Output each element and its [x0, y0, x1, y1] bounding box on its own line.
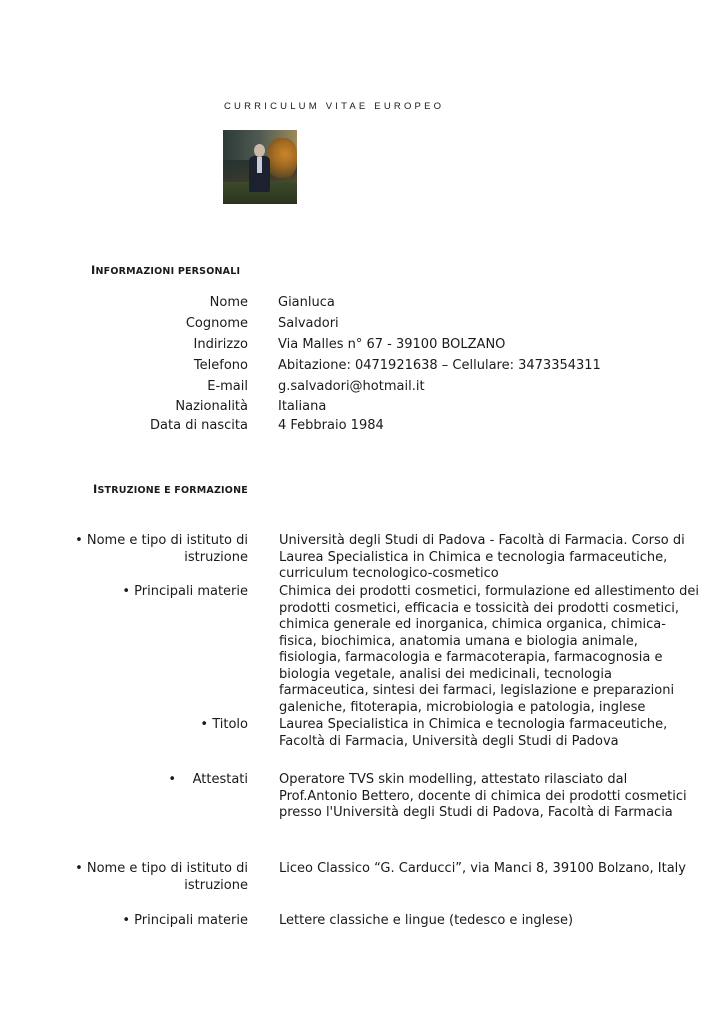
field-value: 4 Febbraio 1984 [278, 418, 384, 433]
document-title: CURRICULUM VITAE EUROPEO [224, 101, 445, 112]
entry-value: Chimica dei prodotti cosmetici, formulazione ed allestimento dei prodotti cosmetici, efficacia e tossicità dei prodotti cosmetici, chimica generale ed inorganica, chimica organica, chimica-fisica, biochimica, anatomia umana e biologia animale, fisiologia, farmacologia e farmacoterapia, farmacognosia e biologia vegetale, analisi dei medicinali, tecnologia farmaceutica, sintesi dei farmaci, legislazione e preparazioni galeniche, fitoterapia, microbiologia e patologia, inglese [279, 584, 700, 715]
entry-label: • Nome e tipo di istituto di istruzione [75, 533, 248, 565]
field-label: Data di nascita [150, 418, 248, 433]
email-value: g.salvadori@hotmail.it [278, 379, 425, 394]
field-value: Via Malles n° 67 - 39100 BOLZANO [278, 337, 506, 352]
field-value: Italiana [278, 399, 327, 414]
entry-value: Laurea Specialistica in Chimica e tecnologia farmaceutiche, Facoltà di Farmacia, Università degli Studi di Padova [279, 717, 668, 749]
field-value: Gianluca [278, 295, 335, 310]
entry-value: Lettere classiche e lingue (tedesco e inglese) [279, 913, 574, 928]
section-title-education: ISTRUZIONE E FORMAZIONE [93, 482, 248, 496]
section-title-personal: INFORMAZIONI PERSONALI [91, 263, 241, 277]
entry-label: • Attestati [168, 772, 248, 787]
entry-value: Liceo Classico “G. Carducci”, via Manci 8, 39100 Bolzano, Italy [279, 861, 686, 876]
field-label: Nome [209, 295, 248, 310]
entry-label: • Nome e tipo di istituto di istruzione [75, 861, 248, 893]
profile-photo [223, 130, 297, 204]
field-label: Indirizzo [193, 337, 248, 352]
field-value: Salvadori [278, 316, 339, 331]
field-label: Telefono [193, 358, 248, 373]
entry-value: Operatore TVS skin modelling, attestato rilasciato dal Prof.Antonio Bettero, docente di chimica dei prodotti cosmetici presso l'Università degli Studi di Padova, Facoltà di Farmacia [279, 772, 687, 820]
field-value: Abitazione: 0471921638 – Cellulare: 3473354311 [278, 358, 601, 373]
entry-label: • Principali materie [122, 584, 248, 599]
field-label: Nazionalità [175, 399, 248, 414]
field-label: E-mail [207, 379, 248, 394]
entry-label: • Titolo [200, 717, 248, 732]
field-label: Cognome [185, 316, 248, 331]
entry-value: Università degli Studi di Padova - Facoltà di Farmacia. Corso di Laurea Specialistica in Chimica e tecnologia farmaceutiche, curriculum tecnologico-cosmetico [279, 533, 685, 581]
entry-label: • Principali materie [122, 913, 248, 928]
